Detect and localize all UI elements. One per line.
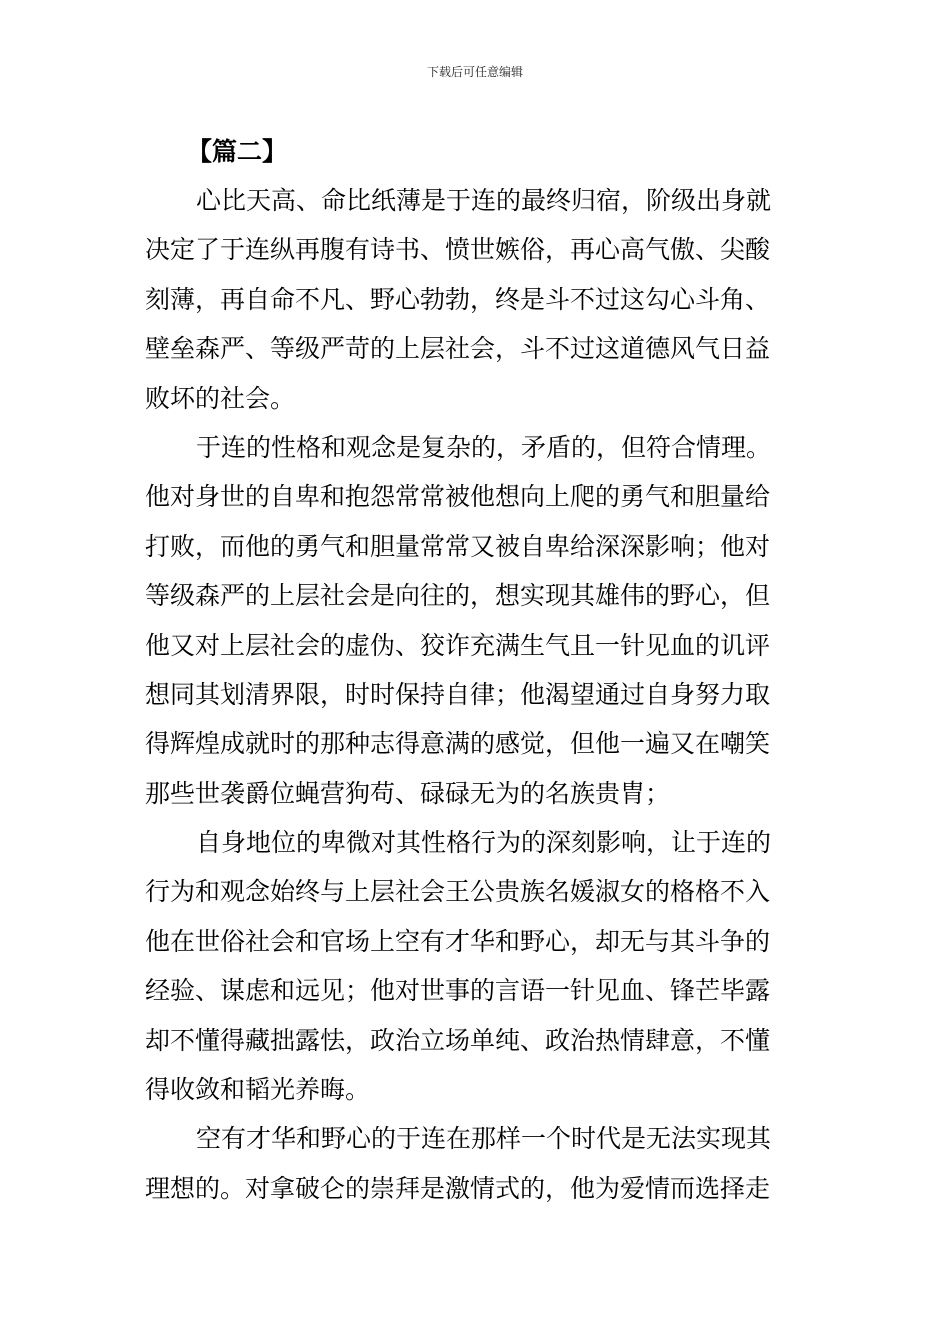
paragraph-4 [145, 1114, 807, 1213]
paragraph-line: 自身地位的卑微对其性格行为的深刻影响，让于连的 [196, 828, 772, 858]
paragraph-line: 败坏的社会。 [145, 383, 296, 413]
page-header: 下载后可任意编辑 [426, 65, 523, 79]
paragraph-line: 他对身世的自卑和抱怨常常被他想向上爬的勇气和胆量给 [145, 482, 771, 512]
document-body [145, 128, 807, 1213]
paragraph-line: 壁垒森严、等级严苛的上层社会，斗不过这道德风气日益 [145, 334, 771, 364]
paragraph-line: 打败，而他的勇气和胆量常常又被自卑给深深影响；他对 [145, 531, 771, 561]
paragraph-line: 得辉煌成就时的那种志得意满的感觉，但他一遍又在嘲笑 [145, 729, 771, 759]
paragraph-line: 经验、谋虑和远见；他对世事的言语一针见血、锋芒毕露 [145, 976, 771, 1006]
paragraph-line: 等级森严的上层社会是向往的，想实现其雄伟的野心，但 [145, 581, 771, 611]
paragraph-line: 于连的性格和观念是复杂的，矛盾的，但符合情理。 [196, 432, 772, 462]
paragraph-line: 那些世袭爵位蝇营狗苟、碌碌无为的名族贵胄； [145, 778, 671, 808]
paragraph-line: 理想的。对拿破仑的崇拜是激情式的，他为爱情而选择走 [145, 1173, 771, 1203]
paragraph-3 [145, 818, 807, 1114]
paragraph-line: 行为和观念始终与上层社会王公贵族名媛淑女的格格不入 [145, 877, 771, 907]
paragraph-line: 心比天高、命比纸薄是于连的最终归宿，阶级出身就 [196, 186, 772, 215]
paragraph-line: 却不懂得藏拙露怯，政治立场单纯、政治热情肆意，不懂 [145, 1025, 771, 1055]
paragraph-line: 刻薄，再自命不凡、野心勃勃，终是斗不过这勾心斗角、 [145, 284, 771, 314]
section-title: 【篇二】 [187, 137, 288, 166]
paragraph-line: 想同其划清界限，时时保持自律；他渴望通过自身努力取 [145, 679, 771, 709]
paragraph-line: 他在世俗社会和官场上空有才华和野心，却无与其斗争的 [145, 926, 771, 956]
paragraph-line: 决定了于连纵再腹有诗书、愤世嫉俗，再心高气傲、尖酸 [145, 235, 771, 265]
paragraph-line: 得收敛和韬光养晦。 [145, 1075, 371, 1105]
paragraph-line: 空有才华和野心的于连在那样一个时代是无法实现其 [196, 1124, 772, 1154]
paragraph-2 [145, 423, 807, 818]
paragraph-1 [145, 176, 807, 423]
paragraph-line: 他又对上层社会的虚伪、狡诈充满生气且一针见血的讥评 [145, 630, 771, 660]
